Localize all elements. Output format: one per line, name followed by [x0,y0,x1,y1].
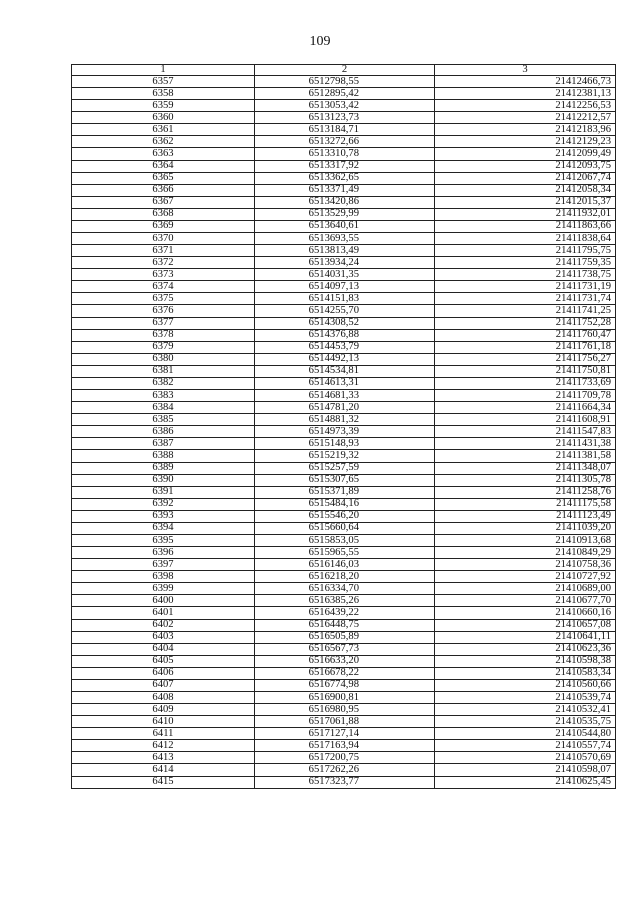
x-coordinate-cell: 6514613,31 [255,377,435,389]
point-number-cell: 6357 [72,76,255,88]
y-coordinate-cell: 21410677,70 [435,595,616,607]
point-number-cell: 6394 [72,522,255,534]
x-coordinate-cell: 6514097,13 [255,281,435,293]
table-row [72,631,616,643]
x-coordinate-cell: 6514681,33 [255,390,435,402]
point-number-cell: 6368 [72,208,255,220]
table-row [72,293,616,305]
x-coordinate-cell: 6516678,22 [255,667,435,679]
y-coordinate-cell: 21412129,23 [435,136,616,148]
point-number-cell: 6415 [72,776,255,788]
table-row [72,607,616,619]
x-coordinate-cell: 6515219,32 [255,450,435,462]
y-coordinate-cell: 21412058,34 [435,184,616,196]
y-coordinate-cell: 21410657,08 [435,619,616,631]
table-row [72,390,616,402]
table-row [72,172,616,184]
x-coordinate-cell: 6513362,65 [255,172,435,184]
y-coordinate-cell: 21411709,78 [435,390,616,402]
table-row [72,305,616,317]
point-number-cell: 6374 [72,281,255,293]
y-coordinate-cell: 21411608,91 [435,414,616,426]
table-row [72,160,616,172]
table-row [72,691,616,703]
y-coordinate-cell: 21410598,38 [435,655,616,667]
x-coordinate-cell: 6517127,14 [255,728,435,740]
point-number-cell: 6389 [72,462,255,474]
x-coordinate-cell: 6515484,16 [255,498,435,510]
point-number-cell: 6359 [72,100,255,112]
point-number-cell: 6360 [72,112,255,124]
x-coordinate-cell: 6514255,70 [255,305,435,317]
x-coordinate-cell: 6515853,05 [255,534,435,546]
y-coordinate-cell: 21410560,66 [435,679,616,691]
table-row [72,764,616,776]
table-row [72,655,616,667]
table-row [72,208,616,220]
y-coordinate-cell: 21410660,16 [435,607,616,619]
x-coordinate-cell: 6515546,20 [255,510,435,522]
x-coordinate-cell: 6517200,75 [255,752,435,764]
table-row [72,281,616,293]
x-coordinate-cell: 6515148,93 [255,438,435,450]
x-coordinate-cell: 6513640,61 [255,220,435,232]
point-number-cell: 6382 [72,377,255,389]
table-row [72,353,616,365]
table-row [72,257,616,269]
point-number-cell: 6400 [72,595,255,607]
point-number-cell: 6395 [72,534,255,546]
x-coordinate-cell: 6513317,92 [255,160,435,172]
y-coordinate-cell: 21410758,36 [435,559,616,571]
x-coordinate-cell: 6515371,89 [255,486,435,498]
point-number-cell: 6375 [72,293,255,305]
y-coordinate-cell: 21411760,47 [435,329,616,341]
y-coordinate-cell: 21411756,27 [435,353,616,365]
y-coordinate-cell: 21411381,58 [435,450,616,462]
table-row [72,486,616,498]
point-number-cell: 6363 [72,148,255,160]
point-number-cell: 6412 [72,740,255,752]
x-coordinate-cell: 6512798,55 [255,76,435,88]
y-coordinate-cell: 21410727,92 [435,571,616,583]
point-number-cell: 6403 [72,631,255,643]
page-number: 109 [309,34,331,49]
table-row [72,571,616,583]
table-row [72,88,616,100]
y-coordinate-cell: 21410689,00 [435,583,616,595]
point-number-cell: 6413 [72,752,255,764]
point-number-cell: 6370 [72,233,255,245]
y-coordinate-cell: 21411305,78 [435,474,616,486]
y-coordinate-cell: 21411731,19 [435,281,616,293]
table-row [72,752,616,764]
y-coordinate-cell: 21412099,49 [435,148,616,160]
x-coordinate-cell: 6513272,66 [255,136,435,148]
x-coordinate-cell: 6514453,79 [255,341,435,353]
table-row [72,233,616,245]
column-header-2: 2 [255,65,435,76]
y-coordinate-cell: 21410539,74 [435,691,616,703]
table-row [72,365,616,377]
point-number-cell: 6391 [72,486,255,498]
point-number-cell: 6411 [72,728,255,740]
point-number-cell: 6404 [72,643,255,655]
y-coordinate-cell: 21411733,69 [435,377,616,389]
x-coordinate-cell: 6514031,35 [255,269,435,281]
y-coordinate-cell: 21412212,57 [435,112,616,124]
table-row [72,679,616,691]
point-number-cell: 6406 [72,667,255,679]
point-number-cell: 6387 [72,438,255,450]
y-coordinate-cell: 21411664,34 [435,402,616,414]
table-row [72,583,616,595]
y-coordinate-cell: 21411039,20 [435,522,616,534]
table-row [72,112,616,124]
table-row [72,704,616,716]
x-coordinate-cell: 6516505,89 [255,631,435,643]
column-header-3: 3 [435,65,616,76]
x-coordinate-cell: 6515660,64 [255,522,435,534]
y-coordinate-cell: 21410623,36 [435,643,616,655]
y-coordinate-cell: 21410598,07 [435,764,616,776]
x-coordinate-cell: 6516448,75 [255,619,435,631]
x-coordinate-cell: 6514881,32 [255,414,435,426]
table-row [72,220,616,232]
point-number-cell: 6371 [72,245,255,257]
x-coordinate-cell: 6516567,73 [255,643,435,655]
table-header-row [72,65,616,76]
x-coordinate-cell: 6514308,52 [255,317,435,329]
y-coordinate-cell: 21411738,75 [435,269,616,281]
table-row [72,462,616,474]
x-coordinate-cell: 6516334,70 [255,583,435,595]
x-coordinate-cell: 6516980,95 [255,704,435,716]
y-coordinate-cell: 21411795,75 [435,245,616,257]
point-number-cell: 6397 [72,559,255,571]
table-row [72,245,616,257]
y-coordinate-cell: 21411838,64 [435,233,616,245]
x-coordinate-cell: 6513310,78 [255,148,435,160]
x-coordinate-cell: 6515257,59 [255,462,435,474]
y-coordinate-cell: 21410583,34 [435,667,616,679]
point-number-cell: 6392 [72,498,255,510]
point-number-cell: 6408 [72,691,255,703]
y-coordinate-cell: 21410913,68 [435,534,616,546]
point-number-cell: 6407 [72,679,255,691]
point-number-cell: 6379 [72,341,255,353]
point-number-cell: 6377 [72,317,255,329]
table-row [72,402,616,414]
coordinates-table [71,64,616,789]
y-coordinate-cell: 21411123,49 [435,510,616,522]
x-coordinate-cell: 6516900,81 [255,691,435,703]
point-number-cell: 6373 [72,269,255,281]
x-coordinate-cell: 6513934,24 [255,257,435,269]
table-row [72,341,616,353]
table-row [72,534,616,546]
point-number-cell: 6414 [72,764,255,776]
table-row [72,136,616,148]
table-row [72,728,616,740]
x-coordinate-cell: 6516774,98 [255,679,435,691]
y-coordinate-cell: 21411750,81 [435,365,616,377]
table-row [72,184,616,196]
table-row [72,196,616,208]
table-row [72,522,616,534]
table-row [72,377,616,389]
point-number-cell: 6364 [72,160,255,172]
y-coordinate-cell: 21411258,76 [435,486,616,498]
point-number-cell: 6388 [72,450,255,462]
table-row [72,595,616,607]
y-coordinate-cell: 21411348,07 [435,462,616,474]
y-coordinate-cell: 21410641,11 [435,631,616,643]
y-coordinate-cell: 21412381,13 [435,88,616,100]
y-coordinate-cell: 21411752,28 [435,317,616,329]
table-row [72,124,616,136]
y-coordinate-cell: 21410532,41 [435,704,616,716]
point-number-cell: 6383 [72,390,255,402]
point-number-cell: 6410 [72,716,255,728]
y-coordinate-cell: 21412015,37 [435,196,616,208]
table-row [72,498,616,510]
table-row [72,740,616,752]
x-coordinate-cell: 6514151,83 [255,293,435,305]
y-coordinate-cell: 21411932,01 [435,208,616,220]
point-number-cell: 6366 [72,184,255,196]
x-coordinate-cell: 6512895,42 [255,88,435,100]
x-coordinate-cell: 6513053,42 [255,100,435,112]
y-coordinate-cell: 21411547,83 [435,426,616,438]
y-coordinate-cell: 21410544,80 [435,728,616,740]
x-coordinate-cell: 6514973,39 [255,426,435,438]
y-coordinate-cell: 21411741,25 [435,305,616,317]
table-row [72,619,616,631]
table-row [72,317,616,329]
x-coordinate-cell: 6516385,26 [255,595,435,607]
point-number-cell: 6399 [72,583,255,595]
y-coordinate-cell: 21411731,74 [435,293,616,305]
table-row [72,510,616,522]
point-number-cell: 6401 [72,607,255,619]
point-number-cell: 6385 [72,414,255,426]
point-number-cell: 6358 [72,88,255,100]
y-coordinate-cell: 21412067,74 [435,172,616,184]
x-coordinate-cell: 6513123,73 [255,112,435,124]
y-coordinate-cell: 21412183,96 [435,124,616,136]
x-coordinate-cell: 6513371,49 [255,184,435,196]
y-coordinate-cell: 21412466,73 [435,76,616,88]
table-row [72,559,616,571]
table-row [72,76,616,88]
point-number-cell: 6393 [72,510,255,522]
x-coordinate-cell: 6513420,86 [255,196,435,208]
point-number-cell: 6381 [72,365,255,377]
x-coordinate-cell: 6515307,65 [255,474,435,486]
y-coordinate-cell: 21410849,29 [435,547,616,559]
x-coordinate-cell: 6514492,13 [255,353,435,365]
x-coordinate-cell: 6516439,22 [255,607,435,619]
table-row [72,776,616,788]
point-number-cell: 6409 [72,704,255,716]
point-number-cell: 6367 [72,196,255,208]
table-row [72,667,616,679]
table-row [72,100,616,112]
point-number-cell: 6396 [72,547,255,559]
table-row [72,450,616,462]
y-coordinate-cell: 21410625,45 [435,776,616,788]
point-number-cell: 6372 [72,257,255,269]
point-number-cell: 6380 [72,353,255,365]
y-coordinate-cell: 21410535,75 [435,716,616,728]
table-row [72,438,616,450]
point-number-cell: 6386 [72,426,255,438]
y-coordinate-cell: 21411175,58 [435,498,616,510]
x-coordinate-cell: 6517323,77 [255,776,435,788]
point-number-cell: 6376 [72,305,255,317]
y-coordinate-cell: 21411761,18 [435,341,616,353]
x-coordinate-cell: 6517163,94 [255,740,435,752]
point-number-cell: 6369 [72,220,255,232]
x-coordinate-cell: 6515965,55 [255,547,435,559]
point-number-cell: 6384 [72,402,255,414]
x-coordinate-cell: 6517061,88 [255,716,435,728]
y-coordinate-cell: 21411431,38 [435,438,616,450]
y-coordinate-cell: 21410557,74 [435,740,616,752]
x-coordinate-cell: 6514534,81 [255,365,435,377]
x-coordinate-cell: 6516633,20 [255,655,435,667]
y-coordinate-cell: 21412256,53 [435,100,616,112]
y-coordinate-cell: 21410570,69 [435,752,616,764]
table-row [72,716,616,728]
x-coordinate-cell: 6514781,20 [255,402,435,414]
point-number-cell: 6402 [72,619,255,631]
x-coordinate-cell: 6513184,71 [255,124,435,136]
table-row [72,269,616,281]
x-coordinate-cell: 6513529,99 [255,208,435,220]
table-row [72,474,616,486]
x-coordinate-cell: 6513813,49 [255,245,435,257]
x-coordinate-cell: 6516218,20 [255,571,435,583]
table-row [72,148,616,160]
column-header-1: 1 [72,65,255,76]
point-number-cell: 6362 [72,136,255,148]
x-coordinate-cell: 6516146,03 [255,559,435,571]
table-row [72,547,616,559]
y-coordinate-cell: 21411863,66 [435,220,616,232]
y-coordinate-cell: 21411759,35 [435,257,616,269]
x-coordinate-cell: 6517262,26 [255,764,435,776]
table-row [72,329,616,341]
point-number-cell: 6361 [72,124,255,136]
y-coordinate-cell: 21412093,75 [435,160,616,172]
point-number-cell: 6378 [72,329,255,341]
point-number-cell: 6398 [72,571,255,583]
x-coordinate-cell: 6513693,55 [255,233,435,245]
table-row [72,643,616,655]
point-number-cell: 6365 [72,172,255,184]
x-coordinate-cell: 6514376,88 [255,329,435,341]
table-row [72,426,616,438]
table-row [72,414,616,426]
point-number-cell: 6405 [72,655,255,667]
point-number-cell: 6390 [72,474,255,486]
